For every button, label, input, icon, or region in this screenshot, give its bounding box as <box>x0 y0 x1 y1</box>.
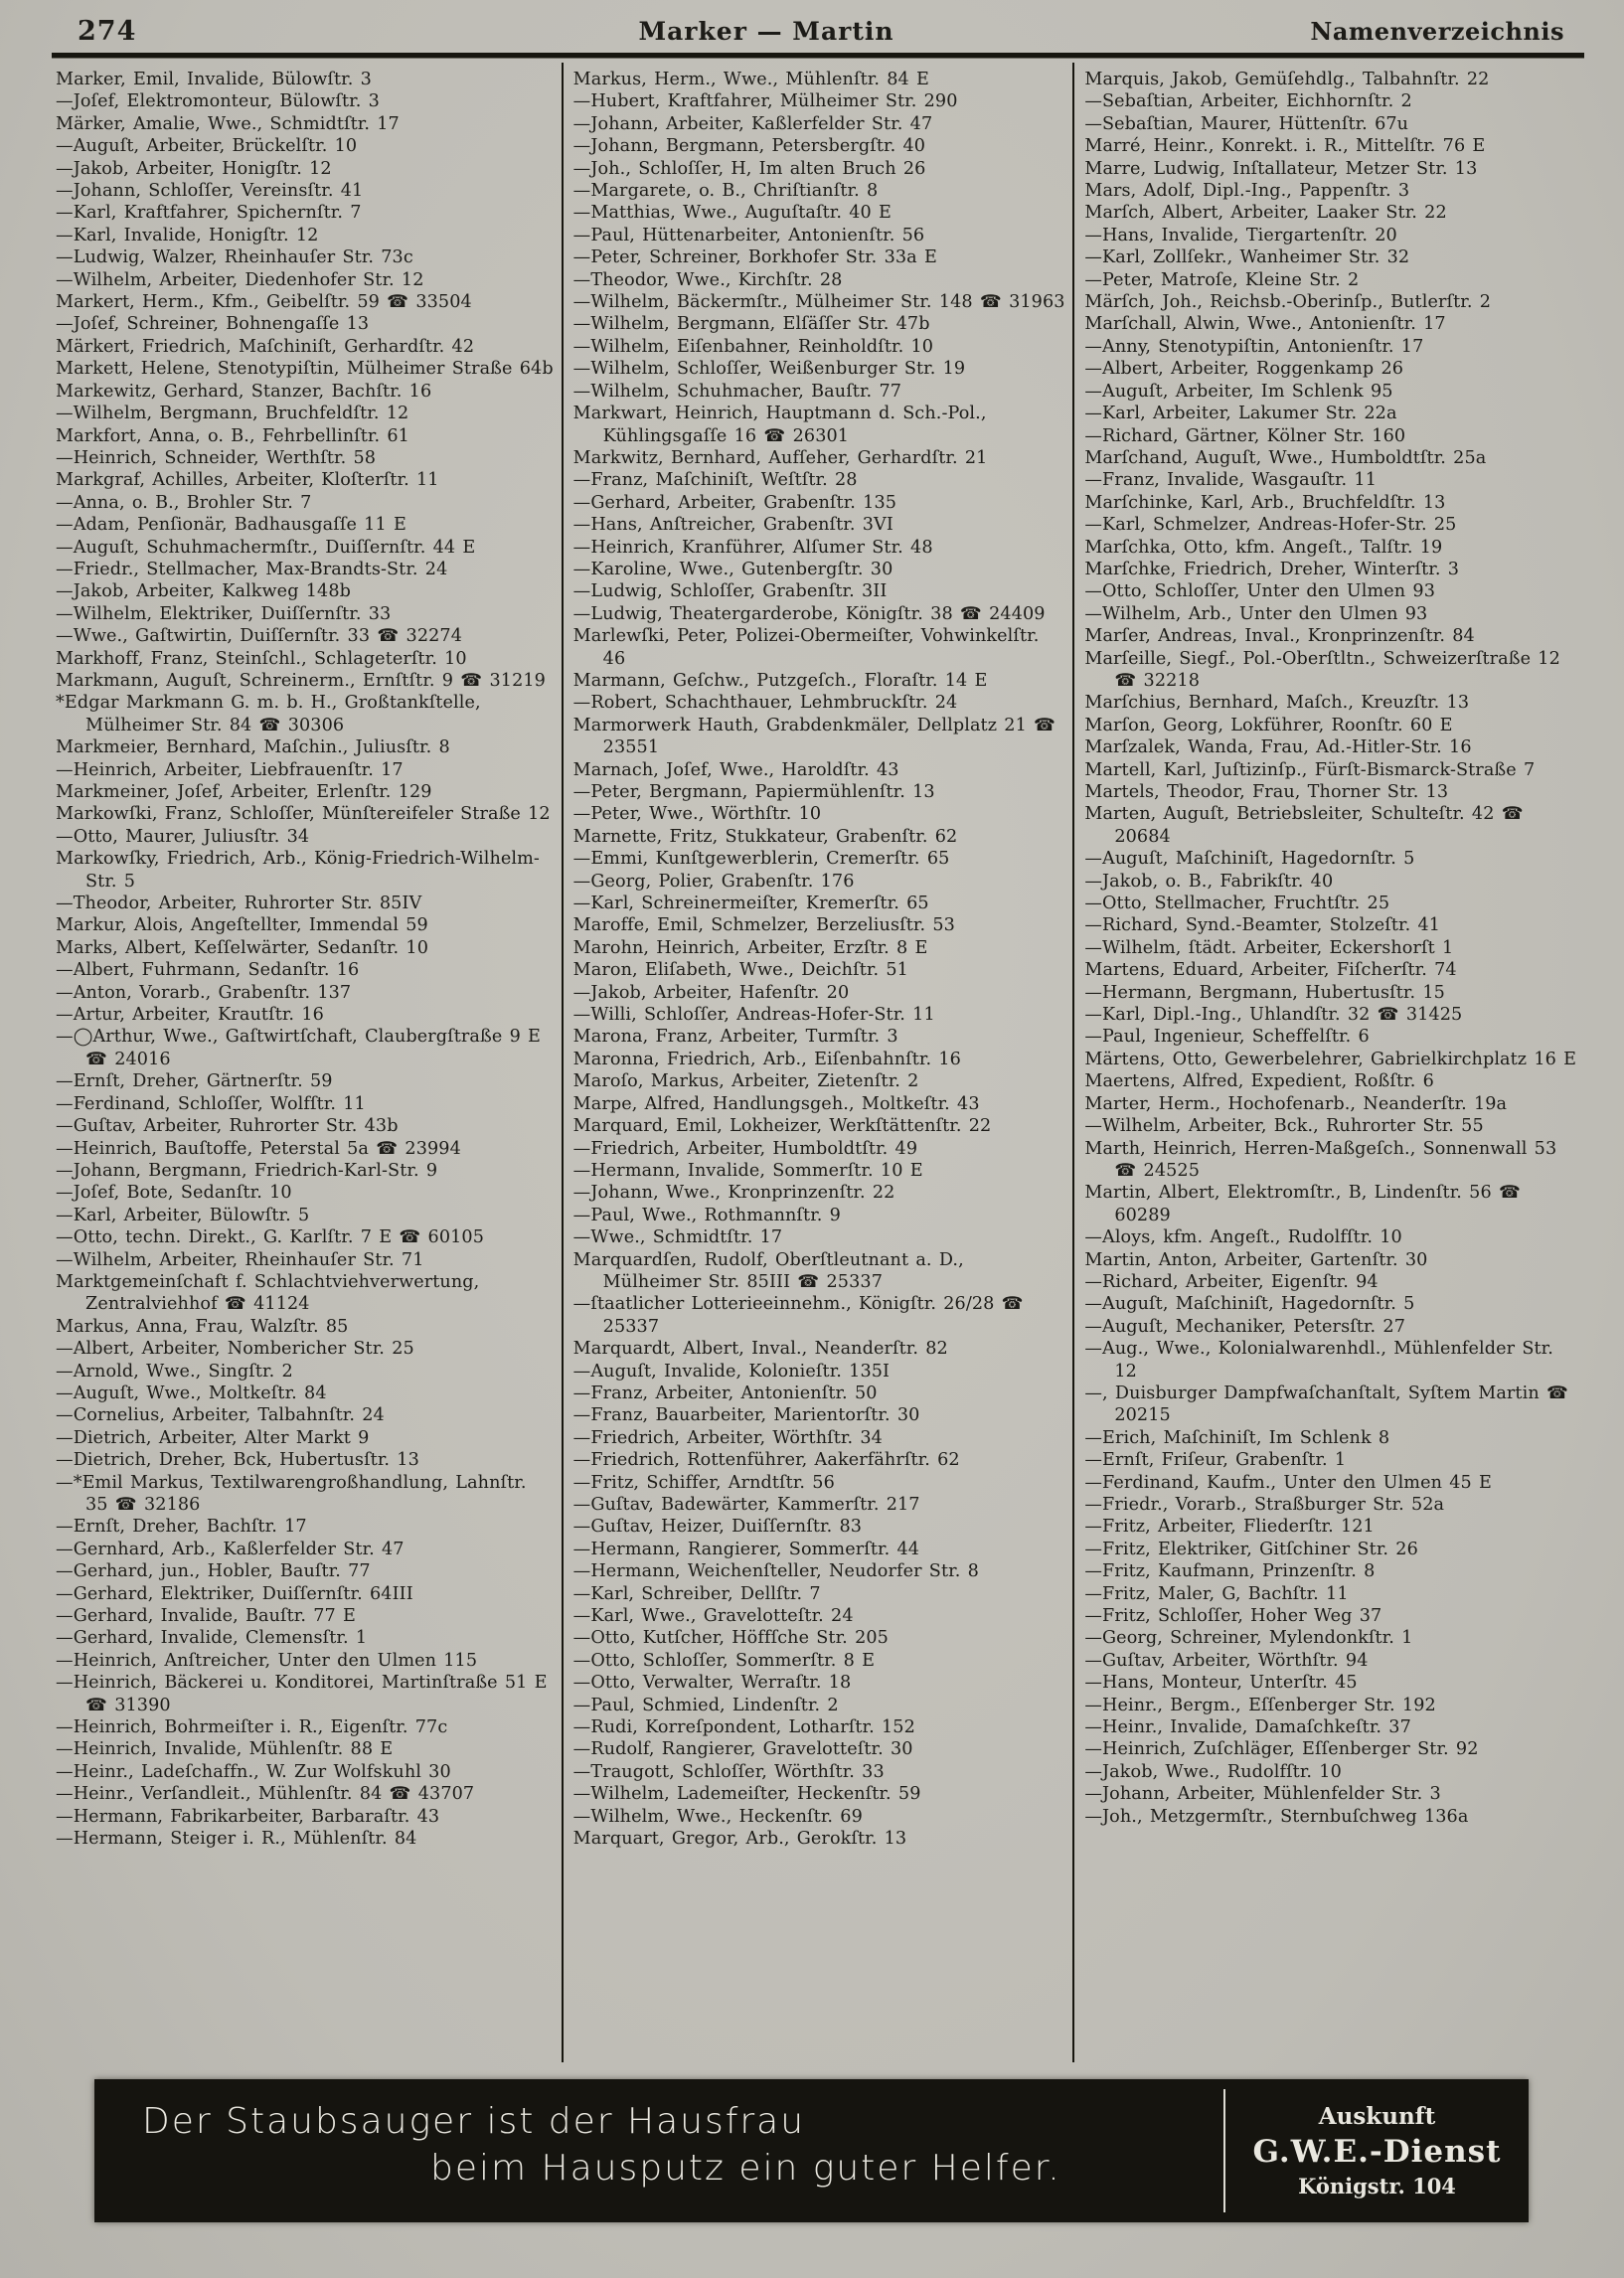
directory-entry: —Otto, Schloſſer, Unter den Ulmen 93 <box>1084 581 1436 602</box>
directory-entry: —Fritz, Arbeiter, Fliederſtr. 121 <box>1084 1517 1375 1538</box>
directory-entry: —Richard, Arbeiter, Eigenſtr. 94 <box>1084 1271 1379 1292</box>
directory-entry: —Friedr., Vorarb., Straßburger Str. 52a <box>1084 1495 1445 1515</box>
ad-slogan-line2: beim Hausputz ein guter Helfer. <box>430 2148 1061 2189</box>
directory-entry: —Gerhard, Invalide, Clemensſtr. 1 <box>56 1628 368 1649</box>
directory-entry: —Otto, Maurer, Juliusſtr. 34 <box>56 826 310 847</box>
directory-entry: —Sebaſtian, Arbeiter, Eichhornſtr. 2 <box>1084 91 1412 112</box>
directory-entry: —Wilhelm, Arb., Unter den Ulmen 93 <box>1084 603 1428 624</box>
directory-entry: Marnette, Fritz, Stukkateur, Grabenſtr. 62 <box>572 826 958 847</box>
directory-entry: —Hubert, Kraftfahrer, Mülheimer Str. 290 <box>572 91 958 112</box>
directory-entry: —Anton, Vorarb., Grabenſtr. 137 <box>56 982 352 1003</box>
directory-entry: —Joh., Schloſſer, H, Im alten Bruch 26 <box>572 158 926 179</box>
directory-entry: Marquis, Jakob, Gemüſehdlg., Talbahnſtr. 22 <box>1084 70 1490 89</box>
directory-entry: —Hermann, Invalide, Sommerſtr. 10 E <box>572 1160 923 1181</box>
directory-entry: Markmann, Auguſt, Schreinerm., Ernſtſtr. 9 ☎ 31219 <box>56 670 546 691</box>
directory-entry: —Peter, Wwe., Wörthſtr. 10 <box>572 804 822 825</box>
directory-entry: Marnach, Joſef, Wwe., Haroldſtr. 43 <box>572 759 899 780</box>
directory-entry: Maroffe, Emil, Schmelzer, Berzeliusſtr. 53 <box>572 915 955 936</box>
directory-entry: Martell, Karl, Juſtizinſp., Fürſt-Bismarck-Straße 7 <box>1084 759 1536 780</box>
directory-entry: —Auguſt, Maſchiniſt, Hagedornſtr. 5 <box>1084 1294 1415 1315</box>
directory-entry: —Peter, Schreiner, Borkhofer Str. 33a E <box>572 247 937 268</box>
directory-entry: —Wilhelm, Schloſſer, Weißenburger Str. 19 <box>572 359 966 380</box>
directory-entry: —Heinrich, Bäckerei u. Konditorei, Martinſtraße 51 E ☎ 31390 <box>56 1673 548 1715</box>
directory-entry: —Hermann, Weichenſteller, Neudorfer Str. 8 <box>572 1561 979 1582</box>
directory-entry: —Wilhelm, Arbeiter, Rheinhauſer Str. 71 <box>56 1249 424 1270</box>
directory-entry: Marſzalek, Wanda, Frau, Ad.-Hitler-Str. 16 <box>1084 737 1472 758</box>
directory-entry: —Joh., Metzgermſtr., Sternbuſchweg 136a <box>1084 1806 1469 1827</box>
directory-entry: Markmeiner, Joſef, Arbeiter, Erlenſtr. 129 <box>56 782 432 802</box>
directory-entry: —Albert, Arbeiter, Roggenkamp 26 <box>1084 359 1404 380</box>
directory-entry: Marlewſki, Peter, Polizei-Obermeiſter, Vohwinkelſtr. 46 <box>572 626 1040 669</box>
directory-entry: Marmann, Geſchw., Putzgeſch., Floraſtr. 14 E <box>572 670 988 691</box>
directory-entry: —Sebaſtian, Maurer, Hüttenſtr. 67u <box>1084 113 1409 134</box>
directory-entry: —Wwe., Schmidtſtr. 17 <box>572 1227 783 1248</box>
directory-entry: —Wilhelm, ſtädt. Arbeiter, Eckershorſt 1 <box>1084 937 1454 958</box>
directory-entry: —Wilhelm, Arbeiter, Diedenhofer Str. 12 <box>56 269 424 290</box>
directory-entry: —Richard, Synd.-Beamter, Stolzeſtr. 41 <box>1084 915 1441 936</box>
directory-entry: —Ferdinand, Schloſſer, Wolfſtr. 11 <box>56 1093 366 1114</box>
page-header <box>0 0 1624 51</box>
directory-entry: —Franz, Bauarbeiter, Marientorſtr. 30 <box>572 1405 920 1426</box>
directory-entry: —Ferdinand, Kaufm., Unter den Ulmen 45 E <box>1084 1472 1492 1493</box>
directory-entry: —Albert, Arbeiter, Nombericher Str. 25 <box>56 1339 414 1360</box>
directory-entry: Marquard, Emil, Lokheizer, Werkſtättenſtr. 22 <box>572 1116 992 1137</box>
directory-entry: —Peter, Matroſe, Kleine Str. 2 <box>1084 269 1360 290</box>
directory-entry: —Gerhard, Elektriker, Duiſſernſtr. 64III <box>56 1583 413 1604</box>
page-number: 274 <box>78 16 137 47</box>
ad-banner <box>94 2079 1529 2222</box>
directory-entry: —Anna, o. B., Brohler Str. 7 <box>56 492 312 513</box>
directory-entry: Marks, Albert, Keſſelwärter, Sedanſtr. 10 <box>56 937 428 958</box>
directory-entry: —Fritz, Kaufmann, Prinzenſtr. 8 <box>1084 1561 1376 1582</box>
directory-entry: Maronna, Friedrich, Arb., Eiſenbahnſtr. 16 <box>572 1049 961 1069</box>
directory-entry: —Auguſt, Maſchiniſt, Hagedornſtr. 5 <box>1084 849 1415 870</box>
directory-entry: —Friedrich, Arbeiter, Humboldtſtr. 49 <box>572 1138 918 1159</box>
directory-entry: —Willi, Schloſſer, Andreas-Hofer-Str. 11 <box>572 1005 935 1026</box>
directory-entry: —Heinrich, Anſtreicher, Unter den Ulmen 115 <box>56 1650 478 1671</box>
directory-entry: *Edgar Markmann G. m. b. H., Großtankſtelle, Mülheimer Str. 84 ☎ 30306 <box>56 693 481 735</box>
directory-entry: —Karl, Zollſekr., Wanheimer Str. 32 <box>1084 247 1410 268</box>
ad-slogan <box>94 2079 1223 2222</box>
directory-entry: Martin, Anton, Arbeiter, Gartenſtr. 30 <box>1084 1249 1428 1270</box>
ad-info <box>1225 2079 1529 2222</box>
page-title: Marker — Martin <box>638 17 894 46</box>
directory-entry: —Matthias, Wwe., Auguſtaſtr. 40 E <box>572 203 892 224</box>
directory-entry: Maertens, Alfred, Expedient, Roßſtr. 6 <box>1084 1071 1434 1092</box>
directory-entry: —Karoline, Wwe., Gutenbergſtr. 30 <box>572 559 893 579</box>
directory-entry: Markwitz, Bernhard, Aufſeher, Gerhardſtr. 21 <box>572 447 988 468</box>
directory-entry: —Anny, Stenotypiſtin, Antonienſtr. 17 <box>1084 336 1424 357</box>
directory-entry: —Hans, Monteur, Unterſtr. 45 <box>1084 1673 1358 1694</box>
directory-entry: —Heinr., Bergm., Eſſenberger Str. 192 <box>1084 1695 1436 1715</box>
directory-entry: —Johann, Arbeiter, Kaßlerfelder Str. 47 <box>572 113 933 134</box>
directory-entry: —Franz, Invalide, Wasgauſtr. 11 <box>1084 470 1378 491</box>
directory-entry: —◯Arthur, Wwe., Gaſtwirtſchaft, Claubergſtraße 9 E ☎ 24016 <box>56 1027 541 1069</box>
directory-entry: —Johann, Wwe., Kronprinzenſtr. 22 <box>572 1183 895 1204</box>
directory-entry: Marona, Franz, Arbeiter, Turmſtr. 3 <box>572 1027 898 1048</box>
directory-entry: Marth, Heinrich, Herren-Maßgeſch., Sonnenwall 53 ☎ 24525 <box>1084 1138 1557 1181</box>
directory-entry: —Emmi, Kunſtgewerblerin, Cremerſtr. 65 <box>572 849 950 870</box>
directory-entry: Markfort, Anna, o. B., Fehrbellinſtr. 61 <box>56 425 409 446</box>
directory-entry: —Johann, Bergmann, Friedrich-Karl-Str. 9 <box>56 1160 438 1181</box>
directory-entry: —Guſtav, Heizer, Duiſſernſtr. 83 <box>572 1517 863 1538</box>
directory-entry: —Arnold, Wwe., Singſtr. 2 <box>56 1361 293 1382</box>
directory-entry: —Dietrich, Dreher, Bck, Hubertusſtr. 13 <box>56 1450 419 1471</box>
directory-entry: Mars, Adolf, Dipl.-Ing., Pappenſtr. 3 <box>1084 181 1410 202</box>
directory-entry: Marpe, Alfred, Handlungsgeh., Moltkeſtr. 43 <box>572 1093 980 1114</box>
directory-entry: Marten, Auguſt, Betriebsleiter, Schulteſtr. 42 ☎ 20684 <box>1084 804 1524 847</box>
directory-entry: —Ludwig, Schloſſer, Grabenſtr. 3II <box>572 581 888 602</box>
directory-entry: —Adam, Penſionär, Badhausgaſſe 11 E <box>56 515 406 536</box>
directory-entry: —Auguſt, Invalide, Kolonieſtr. 135I <box>572 1361 891 1382</box>
directory-entry: —Wwe., Gaſtwirtin, Duiſſernſtr. 33 ☎ 32274 <box>56 626 463 647</box>
directory-entry: —Jakob, Arbeiter, Hafenſtr. 20 <box>572 982 850 1003</box>
directory-entry: —Fritz, Elektriker, Gitſchiner Str. 26 <box>1084 1539 1418 1559</box>
directory-entry: Marmorwerk Hauth, Grabdenkmäler, Dellplatz 21 ☎ 23551 <box>572 715 1056 758</box>
directory-entry: Martin, Albert, Elektromſtr., B, Lindenſtr. 56 ☎ 60289 <box>1084 1183 1521 1225</box>
directory-entry: —Gerhard, Invalide, Bauſtr. 77 E <box>56 1606 356 1627</box>
header-rule <box>52 53 1584 59</box>
directory-entry: —Hermann, Fabrikarbeiter, Barbaraſtr. 43 <box>56 1806 440 1827</box>
directory-entry: Marſchand, Auguſt, Wwe., Humboldtſtr. 25a <box>1084 447 1487 468</box>
directory-entry: Markur, Alois, Angeſtellter, Immendal 59 <box>56 915 428 936</box>
directory-entry: —Peter, Bergmann, Papiermühlenſtr. 13 <box>572 782 935 802</box>
directory-entry: Markhoff, Franz, Steinſchl., Schlageterſtr. 10 <box>56 648 467 669</box>
directory-entry: Marſeille, Siegf., Pol.-Oberſtltn., Schweizerſtraße 12 ☎ 32218 <box>1084 648 1560 691</box>
directory-entry: Marre, Ludwig, Inſtallateur, Metzer Str. 13 <box>1084 158 1478 179</box>
directory-entry: —Johann, Bergmann, Petersbergſtr. 40 <box>572 136 926 157</box>
directory-entry: —Gerhard, Arbeiter, Grabenſtr. 135 <box>572 492 897 513</box>
directory-entry: —Friedrich, Arbeiter, Wörthſtr. 34 <box>572 1427 883 1448</box>
directory-entry: —Gerhard, jun., Hobler, Bauſtr. 77 <box>56 1561 371 1582</box>
directory-entry: Marohn, Heinrich, Arbeiter, Erzſtr. 8 E <box>572 937 928 958</box>
directory-entry: Markowſki, Franz, Schloſſer, Münſtereifeler Straße 12 <box>56 804 551 825</box>
directory-entry: —Franz, Arbeiter, Antonienſtr. 50 <box>572 1383 878 1403</box>
directory-entry: —Paul, Wwe., Rothmannſtr. 9 <box>572 1205 841 1225</box>
directory-entry: —Heinrich, Bohrmeiſter i. R., Eigenſtr. 77c <box>56 1717 448 1738</box>
directory-entry: —Rudi, Korreſpondent, Lotharſtr. 152 <box>572 1717 915 1738</box>
directory-entry: Marré, Heinr., Konrekt. i. R., Mittelſtr. 76 E <box>1084 136 1486 157</box>
directory-entry: —Wilhelm, Eiſenbahner, Reinholdſtr. 10 <box>572 336 934 357</box>
directory-entry: —Traugott, Schloſſer, Wörthſtr. 33 <box>572 1761 885 1782</box>
directory-entry: —Guſtav, Badewärter, Kammerſtr. 217 <box>572 1495 920 1515</box>
directory-entry: —Jakob, Arbeiter, Honigſtr. 12 <box>56 158 332 179</box>
directory-entry: Marſchius, Bernhard, Maſch., Kreuzſtr. 13 <box>1084 693 1470 714</box>
directory-entry: —Paul, Ingenieur, Scheffelſtr. 6 <box>1084 1027 1370 1048</box>
directory-entry: —Joſef, Bote, Sedanſtr. 10 <box>56 1183 292 1204</box>
ad-info-name: G.W.E.-Dienst <box>1252 2134 1502 2170</box>
directory-entry: Markowſky, Friedrich, Arb., König-Friedrich-Wilhelm-Str. 5 <box>56 849 540 892</box>
directory-entry: —Otto, Schloſſer, Sommerſtr. 8 E <box>572 1650 876 1671</box>
directory-entry: —Heinrich, Invalide, Mühlenſtr. 88 E <box>56 1739 394 1760</box>
directory-entry: —Cornelius, Arbeiter, Talbahnſtr. 24 <box>56 1405 385 1426</box>
ad-slogan-line1: Der Staubsauger ist der Hausfrau <box>142 2101 806 2142</box>
directory-entry: —Friedrich, Rottenführer, Aakerfährſtr. 62 <box>572 1450 960 1471</box>
directory-entry: —Ludwig, Walzer, Rheinhauſer Str. 73c <box>56 247 413 268</box>
directory-entry: Markewitz, Gerhard, Stanzer, Bachſtr. 16 <box>56 381 432 402</box>
directory-entry: —Wilhelm, Bäckermſtr., Mülheimer Str. 148 ☎ 31963 <box>572 292 1065 313</box>
directory-entry: Marſch, Albert, Arbeiter, Laaker Str. 22 <box>1084 203 1447 224</box>
directory-entry: —*Emil Markus, Textilwarengroßhandlung, Lahnſtr. 35 ☎ 32186 <box>56 1472 527 1515</box>
directory-entry: —Wilhelm, Bergmann, Bruchfeldſtr. 12 <box>56 404 409 424</box>
directory-entry: Marktgemeinſchaft f. Schlachtviehverwertung, Zentralviehhof ☎ 41124 <box>56 1271 480 1315</box>
directory-entry: —Karl, Wwe., Gravelotteſtr. 24 <box>572 1606 854 1627</box>
directory-entry: —Aug., Wwe., Kolonialwarenhdl., Mühlenfelder Str. 12 <box>1084 1339 1553 1382</box>
directory-entry: Markwart, Heinrich, Hauptmann d. Sch.-Pol., Kühlingsgaſſe 16 ☎ 26301 <box>572 404 987 446</box>
directory-entry: —Ludwig, Theatergarderobe, Königſtr. 38 ☎ 24409 <box>572 603 1046 624</box>
directory-entry: —Wilhelm, Arbeiter, Bck., Ruhrorter Str. 55 <box>1084 1116 1484 1137</box>
directory-columns <box>52 63 1584 2062</box>
directory-entry: —Jakob, Arbeiter, Kalkweg 148b <box>56 581 351 602</box>
directory-entry: —Karl, Schmelzer, Andreas-Hofer-Str. 25 <box>1084 515 1457 536</box>
directory-entry: —Ernſt, Dreher, Bachſtr. 17 <box>56 1517 307 1538</box>
directory-entry: —Guſtav, Arbeiter, Ruhrorter Str. 43b <box>56 1116 399 1137</box>
directory-entry: —Ernſt, Dreher, Gärtnerſtr. 59 <box>56 1071 333 1092</box>
directory-column-1 <box>52 63 562 2062</box>
directory-entry: —Otto, Verwalter, Werraſtr. 18 <box>572 1673 852 1694</box>
directory-entry: Markus, Anna, Frau, Walzſtr. 85 <box>56 1316 349 1337</box>
directory-entry: —Franz, Maſchiniſt, Weſtſtr. 28 <box>572 470 858 491</box>
directory-entry: Märker, Amalie, Wwe., Schmidtſtr. 17 <box>56 113 400 134</box>
directory-entry: —Erich, Maſchiniſt, Im Schlenk 8 <box>1084 1427 1390 1448</box>
directory-entry: —Karl, Dipl.-Ing., Uhlandſtr. 32 ☎ 31425 <box>1084 1005 1463 1026</box>
directory-entry: Marſer, Andreas, Inval., Kronprinzenſtr. 84 <box>1084 626 1475 647</box>
directory-entry: —Fritz, Schloſſer, Hoher Weg 37 <box>1084 1606 1382 1627</box>
directory-entry: —Karl, Arbeiter, Bülowſtr. 5 <box>56 1205 310 1225</box>
directory-entry: Markgraf, Achilles, Arbeiter, Kloſterſtr. 11 <box>56 470 439 491</box>
section-label: Namenverzeichnis <box>1310 17 1564 46</box>
directory-entry: —Dietrich, Arbeiter, Alter Markt 9 <box>56 1427 370 1448</box>
directory-entry: —Heinr., Ladeſchaffn., W. Zur Wolfskuhl 30 <box>56 1761 451 1782</box>
directory-entry: Marſchke, Friedrich, Dreher, Winterſtr. 3 <box>1084 559 1460 579</box>
directory-entry: —Otto, Kutſcher, Höffſche Str. 205 <box>572 1628 889 1649</box>
directory-entry: —Hermann, Rangierer, Sommerſtr. 44 <box>572 1539 920 1559</box>
directory-entry: —Karl, Arbeiter, Lakumer Str. 22a <box>1084 404 1397 424</box>
directory-entry: —Robert, Schachthauer, Lehmbruckſtr. 24 <box>572 693 958 714</box>
directory-entry: —Heinr., Verſandleit., Mühlenſtr. 84 ☎ 43707 <box>56 1784 475 1805</box>
directory-entry: Markert, Herm., Kfm., Geibelſtr. 59 ☎ 33504 <box>56 292 472 313</box>
directory-entry: —Hermann, Steiger i. R., Mühlenſtr. 84 <box>56 1829 417 1850</box>
directory-entry: —Wilhelm, Elektriker, Duiſſernſtr. 33 <box>56 603 392 624</box>
directory-column-2 <box>564 63 1073 2062</box>
directory-entry: Marſchinke, Karl, Arb., Bruchfeldſtr. 13 <box>1084 492 1446 513</box>
directory-entry: —Theodor, Wwe., Kirchſtr. 28 <box>572 269 843 290</box>
directory-entry: —Heinrich, Kranführer, Alſumer Str. 48 <box>572 537 933 558</box>
directory-entry: —Heinrich, Arbeiter, Liebfrauenſtr. 17 <box>56 759 404 780</box>
directory-entry: Märſch, Joh., Reichsb.-Oberinſp., Butlerſtr. 2 <box>1084 292 1492 313</box>
directory-entry: Märkert, Friedrich, Maſchiniſt, Gerhardſtr. 42 <box>56 336 475 357</box>
directory-entry: —Hans, Anſtreicher, Grabenſtr. 3VI <box>572 515 893 536</box>
directory-entry: —Theodor, Arbeiter, Ruhrorter Str. 85IV <box>56 894 422 914</box>
directory-entry: —Otto, Stellmacher, Fruchtſtr. 25 <box>1084 894 1390 914</box>
directory-entry: Markmeier, Bernhard, Maſchin., Juliusſtr. 8 <box>56 737 450 758</box>
directory-entry: —Wilhelm, Lademeiſter, Heckenſtr. 59 <box>572 1784 921 1805</box>
directory-entry: —ſtaatlicher Lotterieeinnehm., Königſtr. 26/28 ☎ 25337 <box>572 1294 1024 1337</box>
directory-entry: —Auguſt, Mechaniker, Petersſtr. 27 <box>1084 1316 1406 1337</box>
directory-entry: —Hans, Invalide, Tiergartenſtr. 20 <box>1084 225 1397 245</box>
directory-entry: —Joſef, Schreiner, Bohnengaſſe 13 <box>56 314 370 335</box>
directory-entry: Maroſo, Markus, Arbeiter, Zietenſtr. 2 <box>572 1071 919 1092</box>
directory-entry: Marter, Herm., Hochofenarb., Neanderſtr. 19a <box>1084 1093 1508 1114</box>
directory-entry: —Jakob, o. B., Fabrikſtr. 40 <box>1084 871 1334 892</box>
ad-info-title: Auskunft <box>1318 2103 1436 2130</box>
directory-entry: —Karl, Schreinermeiſter, Kremerſtr. 65 <box>572 894 929 914</box>
directory-entry: —Richard, Gärtner, Kölner Str. 160 <box>1084 425 1406 446</box>
directory-entry: —Auguſt, Schuhmachermſtr., Duiſſernſtr. 44 E <box>56 537 476 558</box>
directory-entry: —Wilhelm, Wwe., Heckenſtr. 69 <box>572 1806 863 1827</box>
directory-entry: Martels, Theodor, Frau, Thorner Str. 13 <box>1084 782 1449 802</box>
directory-entry: —Johann, Arbeiter, Mühlenfelder Str. 3 <box>1084 1784 1441 1805</box>
directory-entry: —Heinrich, Schneider, Werthſtr. 58 <box>56 447 377 468</box>
directory-entry: Marker, Emil, Invalide, Bülowſtr. 3 <box>56 70 372 89</box>
directory-entry: —Margarete, o. B., Chriſtianſtr. 8 <box>572 181 879 202</box>
directory-entry: —Fritz, Schiffer, Arndtſtr. 56 <box>572 1472 835 1493</box>
directory-entry: Marſchall, Alwin, Wwe., Antonienſtr. 17 <box>1084 314 1446 335</box>
directory-entry: —Hermann, Bergmann, Hubertusſtr. 15 <box>1084 982 1445 1003</box>
directory-entry: Maron, Eliſabeth, Wwe., Deichſtr. 51 <box>572 960 908 981</box>
directory-entry: Martens, Eduard, Arbeiter, Fiſcherſtr. 74 <box>1084 960 1457 981</box>
directory-entry: —Auguſt, Arbeiter, Im Schlenk 95 <box>1084 381 1393 402</box>
directory-column-3 <box>1074 63 1584 2062</box>
directory-entry: —Paul, Hüttenarbeiter, Antonienſtr. 56 <box>572 225 925 245</box>
directory-entry: Marſchka, Otto, kfm. Angeſt., Talſtr. 19 <box>1084 537 1443 558</box>
directory-entry: —Wilhelm, Bergmann, Elſäſſer Str. 47b <box>572 314 930 335</box>
directory-entry: —Heinrich, Zuſchläger, Eſſenberger Str. 92 <box>1084 1739 1479 1760</box>
directory-entry: —Ernſt, Friſeur, Grabenſtr. 1 <box>1084 1450 1347 1471</box>
directory-entry: Markus, Herm., Wwe., Mühlenſtr. 84 E <box>572 70 929 89</box>
directory-entry: —Georg, Polier, Grabenſtr. 176 <box>572 871 855 892</box>
directory-entry: —, Duisburger Dampfwaſchanſtalt, Syſtem Martin ☎ 20215 <box>1084 1383 1568 1426</box>
directory-entry: —Karl, Schreiber, Dellſtr. 7 <box>572 1583 821 1604</box>
directory-entry: —Friedr., Stellmacher, Max-Brandts-Str. 24 <box>56 559 448 579</box>
directory-entry: —Wilhelm, Schuhmacher, Bauſtr. 77 <box>572 381 902 402</box>
directory-entry: —Aloys, kfm. Angeſt., Rudolfſtr. 10 <box>1084 1227 1402 1248</box>
directory-entry: —Fritz, Maler, G, Bachſtr. 11 <box>1084 1583 1349 1604</box>
directory-entry: —Auguſt, Arbeiter, Brückelſtr. 10 <box>56 136 358 157</box>
directory-entry: Marquardt, Albert, Inval., Neanderſtr. 82 <box>572 1339 948 1360</box>
directory-entry: Märtens, Otto, Gewerbelehrer, Gabrielkirchplatz 16 E <box>1084 1049 1577 1069</box>
directory-entry: —Joſef, Elektromonteur, Bülowſtr. 3 <box>56 91 380 112</box>
directory-entry: —Otto, techn. Direkt., G. Karlſtr. 7 E ☎ 60105 <box>56 1227 485 1248</box>
ad-info-address: Königstr. 104 <box>1298 2174 1456 2198</box>
directory-entry: Marſon, Georg, Lokführer, Roonſtr. 60 E <box>1084 715 1453 735</box>
directory-entry: —Rudolf, Rangierer, Gravelotteſtr. 30 <box>572 1739 913 1760</box>
directory-entry: —Georg, Schreiner, Mylendonkſtr. 1 <box>1084 1628 1413 1649</box>
directory-entry: —Heinrich, Bauſtoffe, Peterstal 5a ☎ 23994 <box>56 1138 461 1159</box>
directory-entry: —Auguſt, Wwe., Moltkeſtr. 84 <box>56 1383 327 1403</box>
directory-entry: —Albert, Fuhrmann, Sedanſtr. 16 <box>56 960 360 981</box>
directory-entry: Marquardſen, Rudolf, Oberſtleutnant a. D., Mülheimer Str. 85III ☎ 25337 <box>572 1249 964 1292</box>
directory-entry: —Karl, Invalide, Honigſtr. 12 <box>56 225 319 245</box>
directory-entry: —Johann, Schloſſer, Vereinsſtr. 41 <box>56 181 364 202</box>
directory-entry: —Artur, Arbeiter, Krautſtr. 16 <box>56 1005 324 1026</box>
directory-entry: —Guſtav, Arbeiter, Wörthſtr. 94 <box>1084 1650 1369 1671</box>
directory-entry: —Heinr., Invalide, Damaſchkeſtr. 37 <box>1084 1717 1411 1738</box>
directory-entry: Marquart, Gregor, Arb., Gerokſtr. 13 <box>572 1829 907 1850</box>
directory-entry: Markett, Helene, Stenotypiſtin, Mülheimer Straße 64b <box>56 359 554 380</box>
directory-entry: —Paul, Schmied, Lindenſtr. 2 <box>572 1695 839 1715</box>
directory-entry: —Gernhard, Arb., Kaßlerfelder Str. 47 <box>56 1539 405 1559</box>
directory-entry: —Jakob, Wwe., Rudolfſtr. 10 <box>1084 1761 1342 1782</box>
directory-entry: —Karl, Kraftfahrer, Spichernſtr. 7 <box>56 203 362 224</box>
